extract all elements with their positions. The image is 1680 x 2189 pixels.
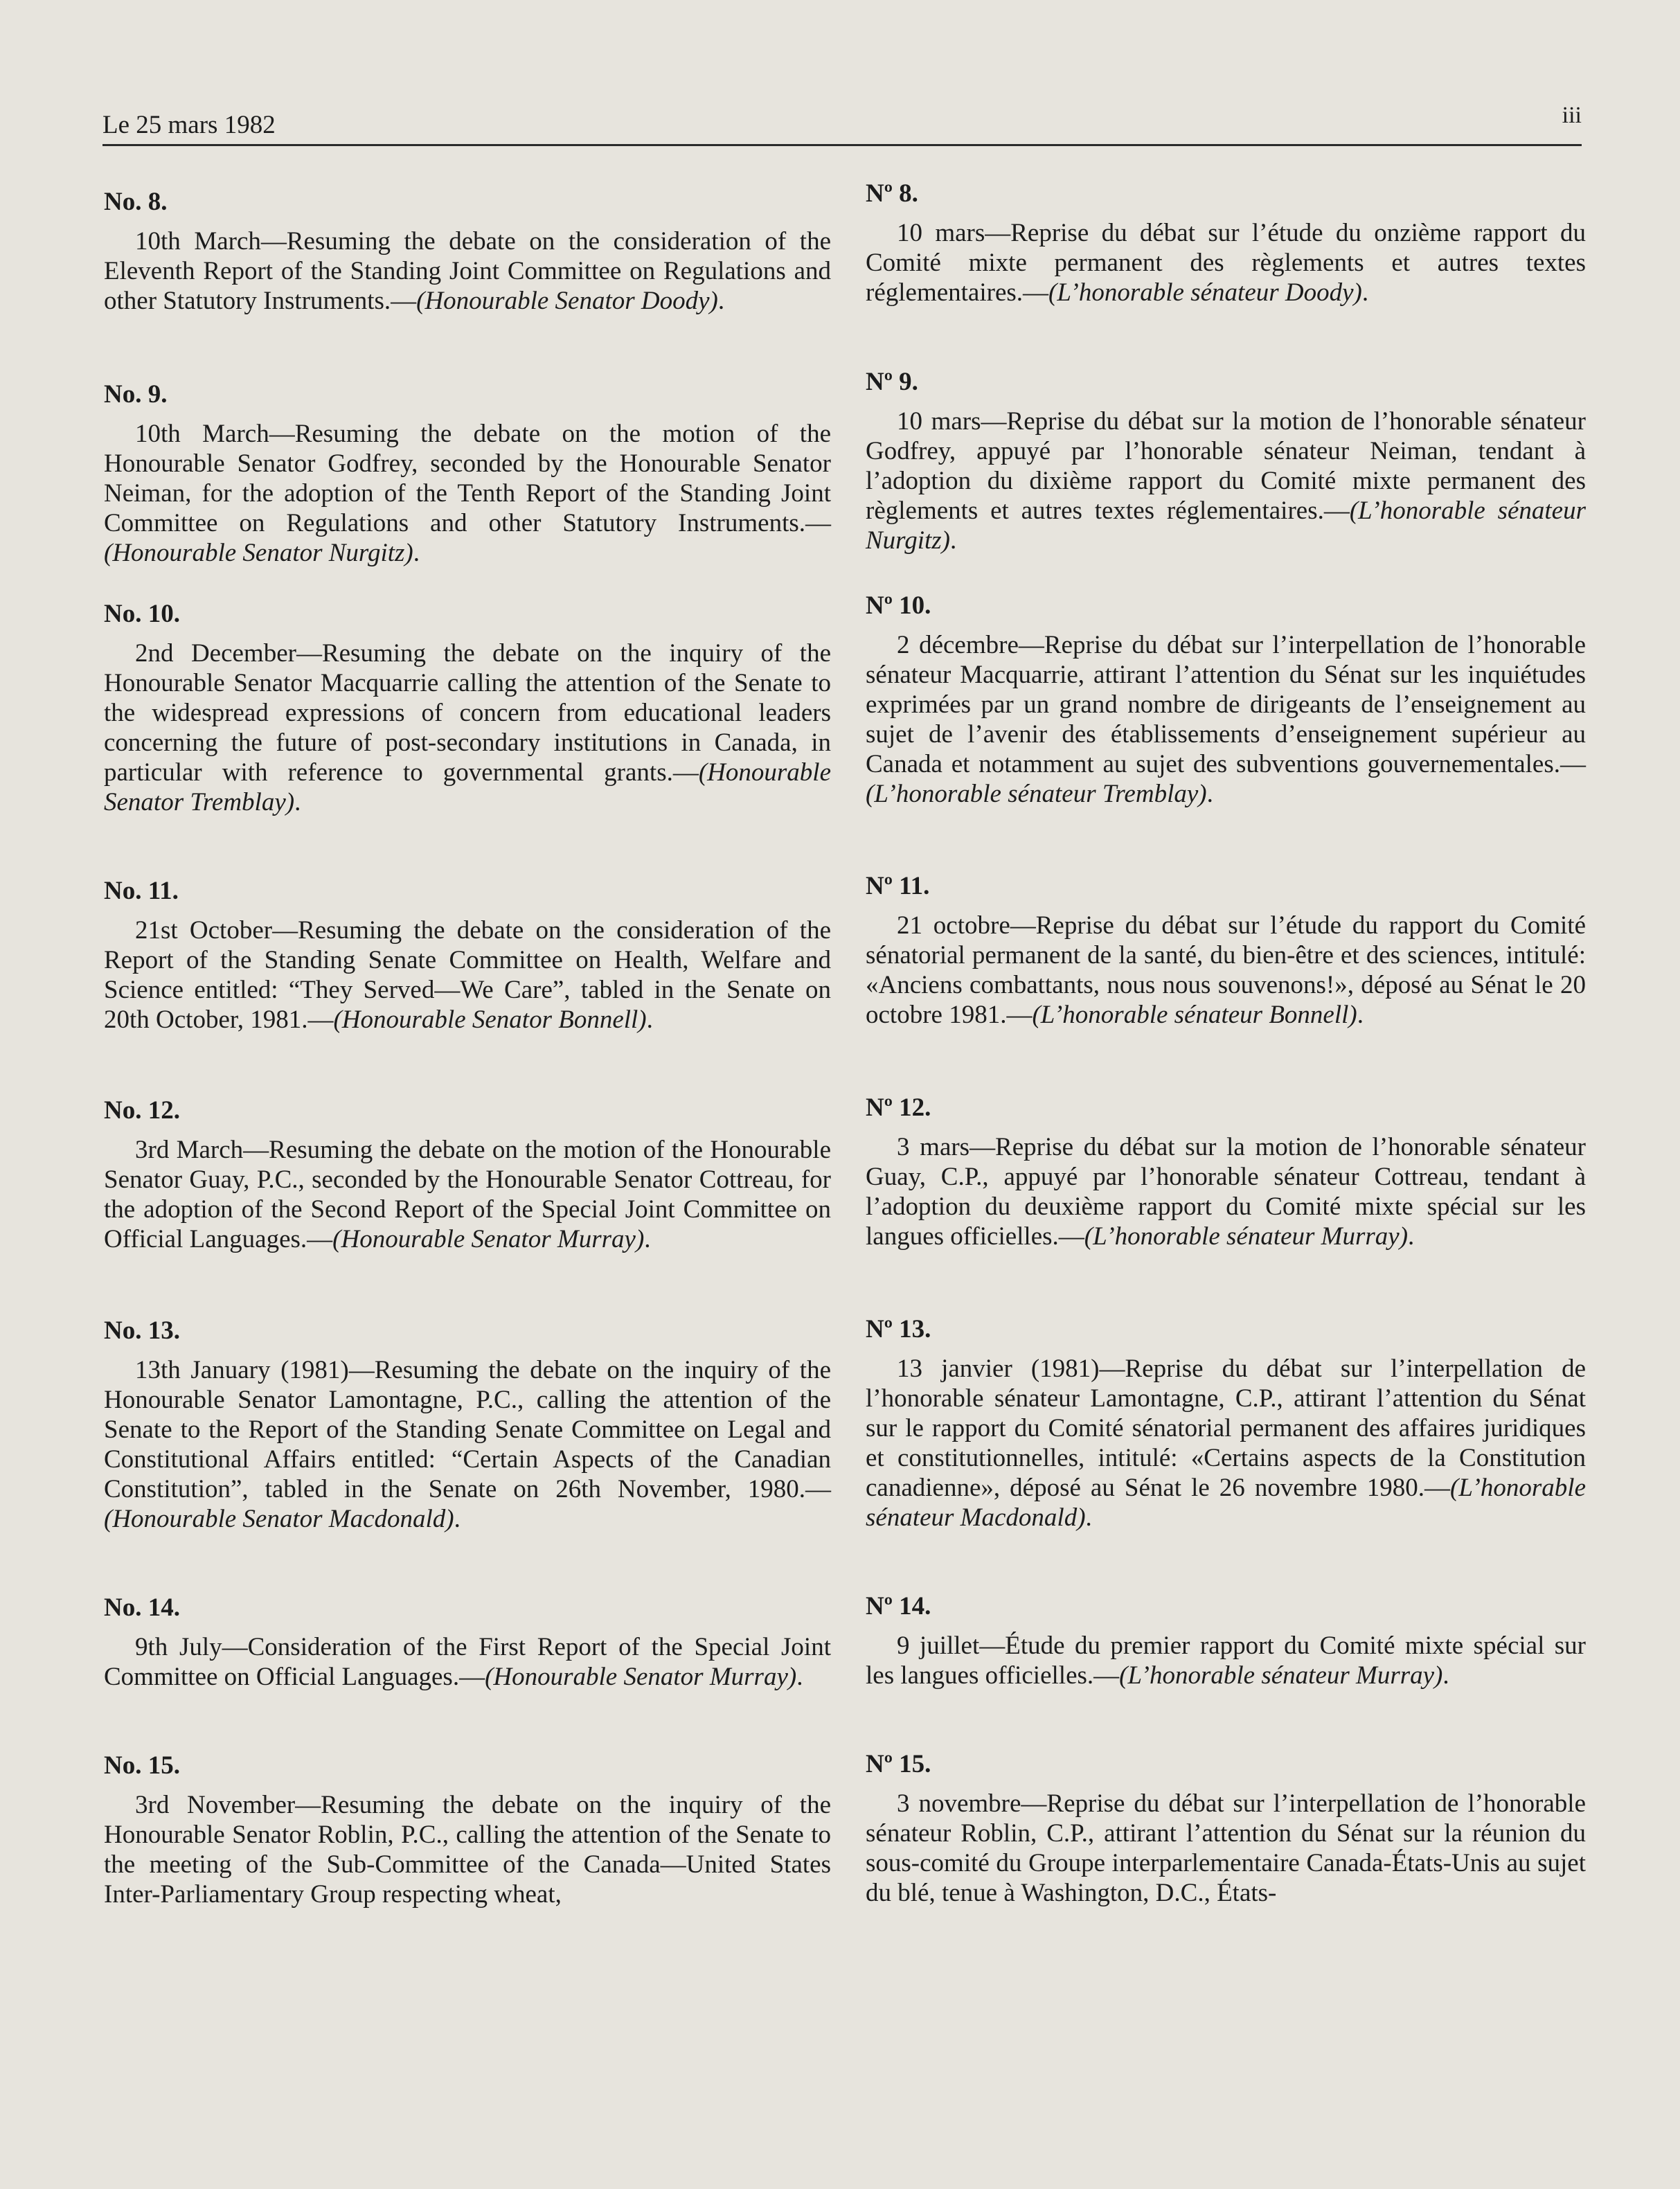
order-item-fr-10	[866, 591, 1586, 809]
order-item-fr-14	[866, 1591, 1586, 1690]
item-text: 10th March—Resuming the debate on the consideration of the Eleventh Report of the Standing Joint Committee on Regulations and other Statutory Instruments.—(Honourable Senator Doody).	[104, 227, 831, 315]
item-number: No. 9.	[104, 380, 168, 409]
order-item-fr-13	[866, 1314, 1586, 1533]
item-number: Nº 10.	[866, 591, 931, 620]
item-text: 9th July—Consideration of the First Report of the Special Joint Committee on Official Languages.—(Honourable Senator Murray).	[104, 1633, 831, 1691]
item-text: 3rd November—Resuming the debate on the inquiry of the Honourable Senator Roblin, P.C., calling the attention of the Senate to the meeting of the Sub-Committee of the Canada—United States Inter-Parliamentary Group respecting wheat,	[104, 1791, 831, 1909]
item-text: 2nd December—Resuming the debate on the inquiry of the Honourable Senator Macquarrie calling the attention of the Senate to the widespread expressions of concern from educational leaders concerning the future of post-secondary institutions in Canada, in particular with reference to governmental grants.—(Honourable Senator Tremblay).	[104, 639, 831, 816]
order-item-en-8	[104, 187, 831, 316]
order-item-en-15	[104, 1751, 831, 1909]
item-text: 21 octobre—Reprise du débat sur l’étude du rapport du Comité sénatorial permanent de la santé, du bien-être et des sciences, intitulé: «Anciens combattants, nous nous souvenons!», déposé au Sénat le 20 octobre 1981.—(L’honorable sénateur Bonnell).	[866, 911, 1586, 1029]
item-number: Nº 13.	[866, 1315, 931, 1343]
item-number: No. 13.	[104, 1316, 180, 1345]
item-text: 2 décembre—Reprise du débat sur l’interpellation de l’honorable sénateur Macquarrie, attirant l’attention du Sénat sur les inquiétudes exprimées par un grand nombre de dirigeants de l’enseignement au sujet de l’avenir des établissements d’enseignement supérieur au Canada et notamment au sujet des subventions gouvernementales.—(L’honorable sénateur Tremblay).	[866, 631, 1586, 808]
order-item-fr-12	[866, 1093, 1586, 1251]
item-number: No. 14.	[104, 1593, 180, 1622]
item-number: No. 8.	[104, 188, 168, 216]
order-item-fr-8	[866, 179, 1586, 307]
order-item-en-12	[104, 1096, 831, 1254]
item-number: No. 12.	[104, 1096, 180, 1125]
order-item-fr-15	[866, 1749, 1586, 1908]
item-text: 3 mars—Reprise du débat sur la motion de l’honorable sénateur Guay, C.P., appuyé par l’honorable sénateur Cottreau, tendant à l’adoption du deuxième rapport du Comité mixte spécial sur les langues officielles.—(L’honorable sénateur Murray).	[866, 1133, 1586, 1251]
item-number: No. 11.	[104, 877, 179, 905]
item-text: 10th March—Resuming the debate on the motion of the Honourable Senator Godfrey, seconded by the Honourable Senator Neiman, for the adoption of the Tenth Report of the Standing Joint Committee on Regulations and other Statutory Instruments.—(Honourable Senator Nurgitz).	[104, 420, 831, 567]
item-text: 3rd March—Resuming the debate on the motion of the Honourable Senator Guay, P.C., seconded by the Honourable Senator Cottreau, for the adoption of the Second Report of the Special Joint Committee on Official Languages.—(Honourable Senator Murray).	[104, 1136, 831, 1253]
item-text: 9 juillet—Étude du premier rapport du Comité mixte spécial sur les langues officielles.—(L’honorable sénateur Murray).	[866, 1632, 1586, 1690]
item-number: Nº 11.	[866, 872, 930, 900]
order-item-fr-9	[866, 367, 1586, 555]
item-number: No. 10.	[104, 600, 180, 628]
item-number: Nº 14.	[866, 1592, 931, 1620]
item-text: 21st October—Resuming the debate on the consideration of the Report of the Standing Senate Committee on Health, Welfare and Science entitled: “They Served—We Care”, tabled in the Senate on 20th October, 1981.—(Honourable Senator Bonnell).	[104, 916, 831, 1034]
page-number: iii	[1562, 102, 1582, 128]
item-number: Nº 9.	[866, 368, 918, 396]
order-item-en-14	[104, 1593, 831, 1692]
item-number: Nº 12.	[866, 1093, 931, 1122]
item-number: No. 15.	[104, 1751, 180, 1780]
order-item-en-11	[104, 876, 831, 1035]
order-item-en-9	[104, 379, 831, 568]
item-text: 13 janvier (1981)—Reprise du débat sur l’interpellation de l’honorable sénateur Lamontagne, C.P., attirant l’attention du Sénat sur le rapport du Comité sénatorial permanent des affaires juridiques et constitutionnelles, intitulé: «Certains aspects de la Constitution canadienne», déposé au Sénat le 26 novembre 1980.—(L’honorable sénateur Macdonald).	[866, 1355, 1586, 1532]
item-text: 10 mars—Reprise du débat sur la motion de l’honorable sénateur Godfrey, appuyé par l’honorable sénateur Neiman, tendant à l’adoption du dixième rapport du Comité mixte permanent des règlements et autres textes réglementaires.—(L’honorable sénateur Nurgitz).	[866, 407, 1586, 555]
order-item-en-10	[104, 599, 831, 817]
item-text: 3 novembre—Reprise du débat sur l’interpellation de l’honorable sénateur Roblin, C.P., attirant l’attention du Sénat sur la réunion du sous-comité du Groupe interparlementaire Canada-États-Unis au sujet du blé, tenue à Washington, D.C., États-	[866, 1789, 1586, 1907]
item-text: 10 mars—Reprise du débat sur l’étude du onzième rapport du Comité mixte permanent des règlements et autres textes réglementaires.—(L’honorable sénateur Doody).	[866, 219, 1586, 307]
header-date: Le 25 mars 1982	[102, 111, 276, 139]
page-header	[102, 104, 1582, 146]
item-text: 13th January (1981)—Resuming the debate on the inquiry of the Honourable Senator Lamontagne, P.C., calling the attention of the Senate to the Report of the Standing Senate Committee on Legal and Constitutional Affairs entitled: “Certain Aspects of the Canadian Constitution”, tabled in the Senate on 26th November, 1980.—(Honourable Senator Macdonald).	[104, 1356, 831, 1533]
item-number: Nº 15.	[866, 1750, 931, 1778]
item-number: Nº 8.	[866, 179, 918, 208]
order-item-fr-11	[866, 871, 1586, 1030]
order-item-en-13	[104, 1316, 831, 1534]
